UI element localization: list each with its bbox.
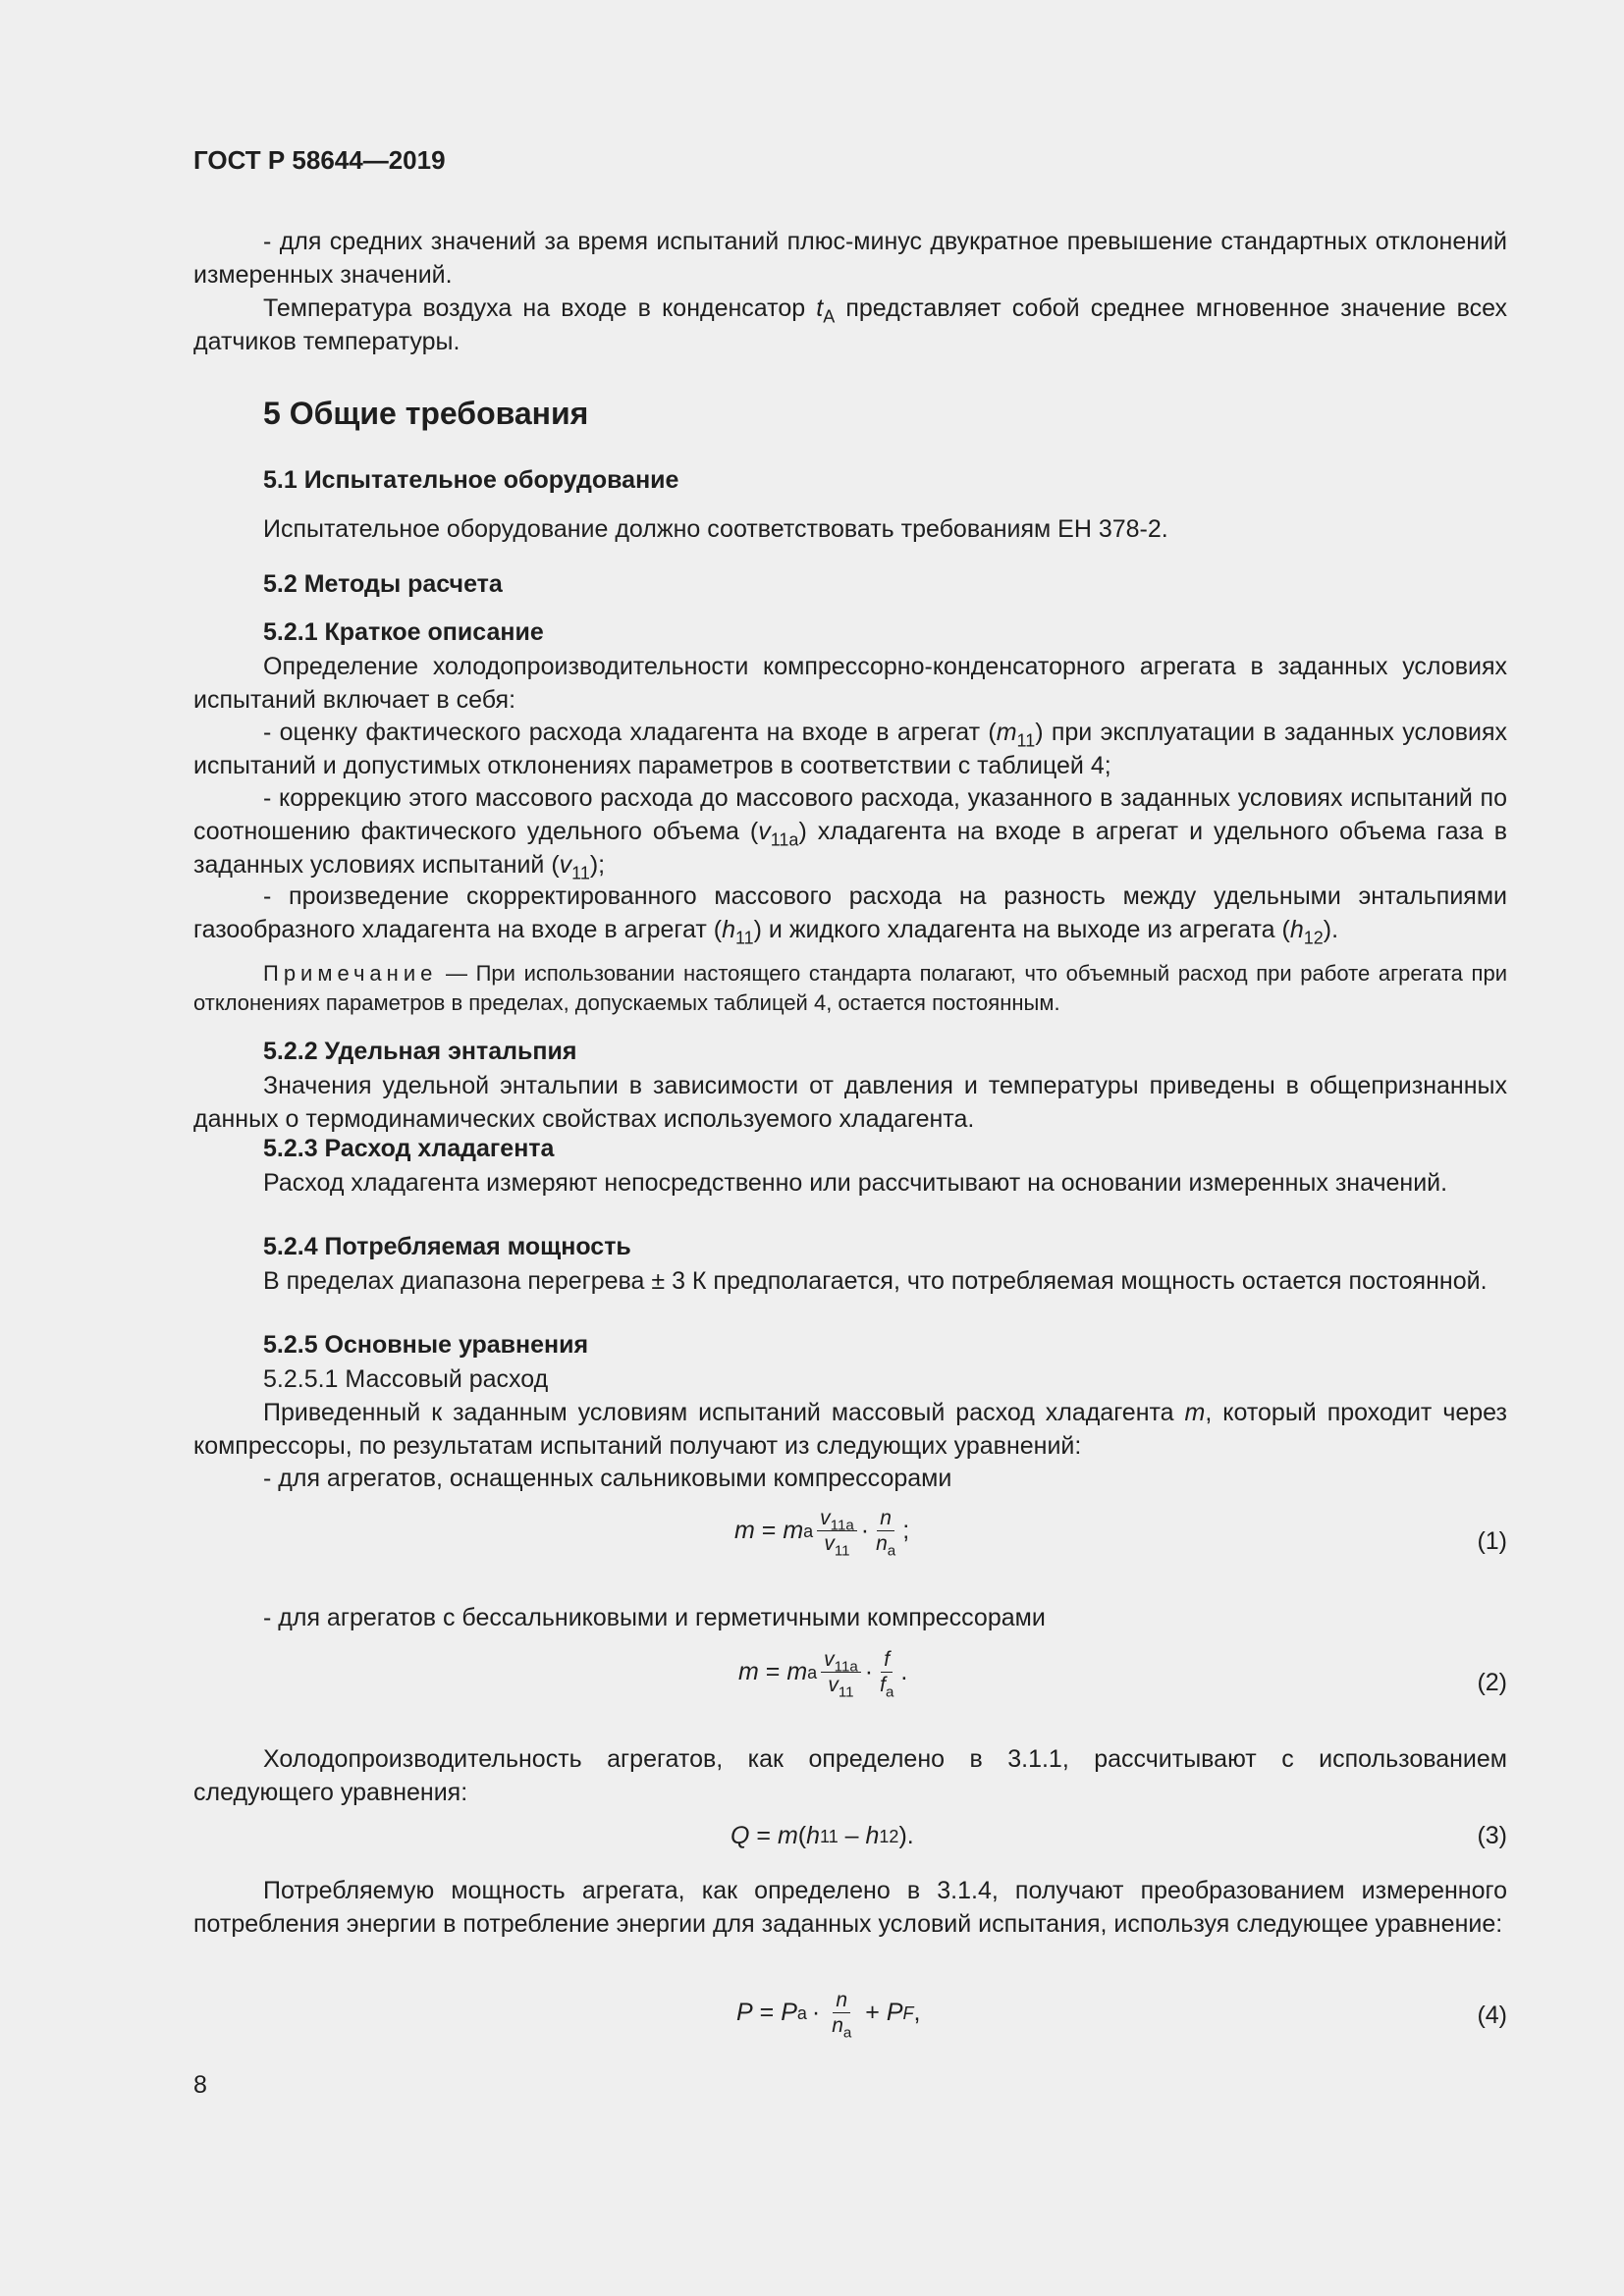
list-item: - произведение скорректированного массового расхода на разность между удельными энтальпиями газообразного хладагента на входе в агрегат $(h_{11})$ и жидкого хладагента на выходе из агрегата $(h_{12})$. (193, 882, 1507, 948)
equation-1: m = m a $\frac{v_{11a}}{v_{11}}$ · $\frac{n}{n_a}$ ; (734, 1507, 910, 1560)
equation-4: P = P a · $\frac{n}{n_a}$ + P F , (736, 1989, 921, 2042)
note-label: Примечание (263, 961, 438, 986)
section-5-2-4-text: В пределах диапазона перегрева ± 3 К предполагается, что потребляемая мощность остается постоянной. (263, 1267, 1488, 1295)
list-item: - коррекцию этого массового расхода до массового расхода, указанного в заданных условиях испытаний по соотношению фактического удельного объема $(v_{11a})$ хладагента на входе в агрегат и удельного объема газа в заданных условиях испытаний $(v_{11})$; (193, 784, 1508, 883)
section-5-2-5-title: 5.2.5 Основные уравнения (263, 1331, 589, 1359)
list-item: - для агрегатов с бессальниковыми и герметичными компрессорами (263, 1604, 1046, 1631)
list-item: - для агрегатов, оснащенных сальниковыми компрессорами (263, 1465, 952, 1492)
fraction: $\frac{v_{11a}}{v_{11}}$ (821, 1647, 861, 1697)
section-5-title: 5 Общие требования (263, 396, 589, 431)
equation-number-2: (2) (1477, 1669, 1507, 1696)
document-id: ГОСТ Р 58644—2019 (193, 145, 446, 175)
equation-number-1: (1) (1477, 1527, 1507, 1555)
section-5-2-1-title: 5.2.1 Краткое описание (263, 618, 544, 646)
note: Примечание — При использовании настоящего стандарта полагают, что объемный расход при работе агрегата при отклонениях параметров в пределах, допускаемых таблицей 4, остается постоянным. (193, 961, 1507, 1015)
section-5-2-5-1-title: 5.2.5.1 Массовый расход (263, 1365, 549, 1393)
list-item: - оценку фактического расхода хладагента на входе в агрегат $(m_{11})$ при эксплуатации в заданных условиях испытаний и допустимых отклонениях параметров в соответствии с таблицей 4; (193, 719, 1507, 779)
section-5-2-5-1-paragraph: Приведенный к заданным условиям испытаний массовый расход хладагента m, который проходит через компрессоры, по результатам испытаний получают из следующих уравнений: (193, 1399, 1507, 1460)
section-5-1-title: 5.1 Испытательное оборудование (263, 466, 679, 494)
intro-paragraph-1: - для средних значений за время испытаний плюс-минус двукратное превышение стандартных отклонений измеренных значений. (193, 228, 1507, 289)
section-5-2-title: 5.2 Методы расчета (263, 570, 503, 598)
section-5-2-2-title: 5.2.2 Удельная энтальпия (263, 1038, 577, 1065)
equation-number-4: (4) (1477, 2002, 1507, 2029)
intro-paragraph-2: Температура воздуха на входе в конденсатор $t_A$ представляет собой среднее мгновенное значение всех датчиков температуры. (193, 294, 1507, 355)
section-5-2-4-title: 5.2.4 Потребляемая мощность (263, 1233, 631, 1260)
fraction: $\frac{n}{n_a}$ (876, 1507, 896, 1560)
capacity-paragraph: Холодопроизводительность агрегатов, как определено в 3.1.1, рассчитывают с использованием следующего уравнения: (193, 1745, 1507, 1806)
page-number: 8 (193, 2071, 207, 2099)
fraction: $\frac{v_{11a}}{v_{11}}$ (817, 1506, 857, 1556)
section-5-2-3-title: 5.2.3 Расход хладагента (263, 1135, 555, 1162)
fraction: $\frac{n}{n_a}$ (832, 1989, 852, 2042)
fraction: $\frac{f}{f_a}$ (880, 1648, 894, 1701)
section-5-2-2-text: Значения удельной энтальпии в зависимости от давления и температуры приведены в общепризнанных данных о термодинамических свойствах используемого хладагента. (193, 1072, 1507, 1133)
power-paragraph: Потребляемую мощность агрегата, как определено в 3.1.4, получают преобразованием измеренного потребления энергии в потребление энергии для заданных условий испытания, используя следующее уравнение: (193, 1877, 1507, 1938)
section-5-1-text: Испытательное оборудование должно соответствовать требованиям ЕН 378-2. (263, 515, 1168, 543)
section-5-2-3-text: Расход хладагента измеряют непосредственно или рассчитывают на основании измеренных значений. (263, 1169, 1448, 1197)
section-5-2-1-paragraph: Определение холодопроизводительности компрессорно-конденсаторного агрегата в заданных условиях испытаний включает в себя: (193, 653, 1507, 714)
equation-number-3: (3) (1477, 1822, 1507, 1849)
equation-2: m = m a $\frac{v_{11a}}{v_{11}}$ · $\frac{f}{f_a}$ . (738, 1648, 908, 1701)
equation-3: Q = m ( h 11 – h 12 ). (731, 1822, 914, 1849)
